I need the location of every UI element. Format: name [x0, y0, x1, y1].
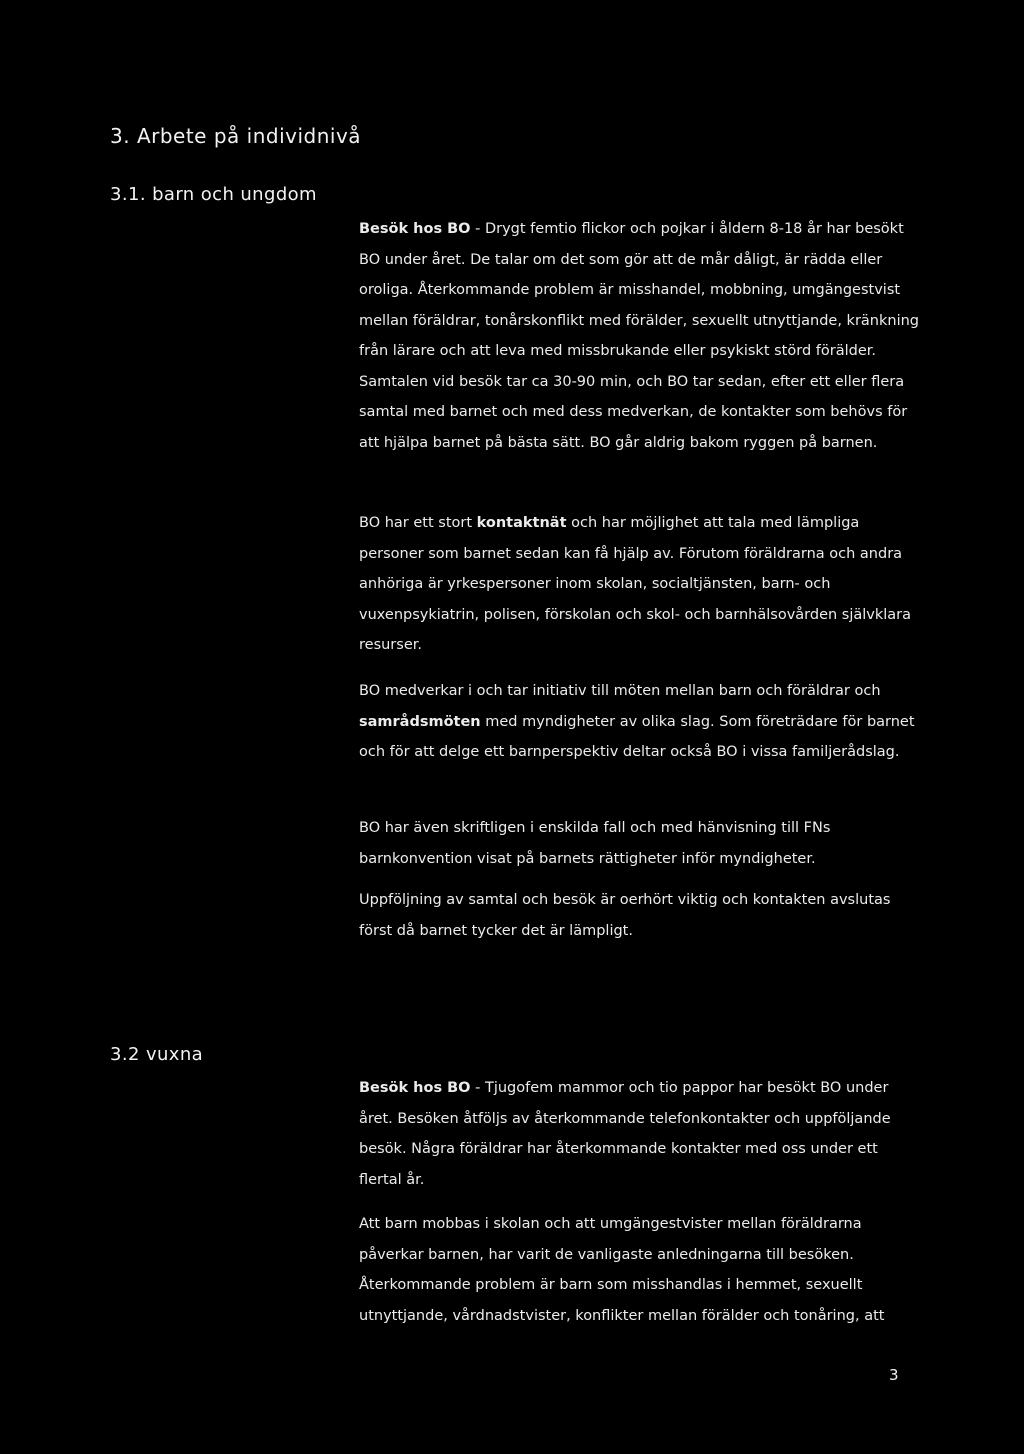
- paragraph-text: - Drygt femtio flickor och pojkar i åldern 8-18 år har besökt BO under året. De talar om det som gör att de mår dåligt, är rädda eller oroliga. Återkommande problem är misshandel, mobbning, umgängestvist mellan föräldrar, tonårskonflikt med förälder, sexuellt utnyttjande, kränkning från lärare och att leva med missbrukande eller psykiskt störd förälder. Samtalen vid besök tar ca 30-90 min, och BO tar sedan, efter ett eller flera samtal med barnet och med dess medverkan, de kontakter som behövs för att hjälpa barnet på bästa sätt. BO går aldrig bakom ryggen på barnen.: [359, 221, 919, 451]
- paragraph-text-before: BO har ett stort: [359, 515, 477, 531]
- subsection-heading-children: 3.1. barn och ungdom: [110, 184, 317, 205]
- paragraph-text-after: och har möjlighet att tala med lämpliga personer som barnet sedan kan få hjälp av. Förutom föräldrarna och andra anhöriga är yrkespersoner inom skolan, socialtjänsten, barn- och vuxenpsykiatrin, polisen, förskolan och skol- och barnhälsovården självklara resurser.: [359, 515, 912, 653]
- paragraph-lead-bold: Besök hos BO: [359, 1080, 471, 1096]
- paragraph-bold-term: samrådsmöten: [359, 713, 481, 730]
- paragraph-bold-term: kontaktnät: [476, 515, 567, 531]
- paragraph-reasons: Att barn mobbas i skolan och att umgängestvister mellan föräldrarna påverkar barnen, har varit de vanligaste anledningarna till besöken. Återkommande problem är barn som misshandlas i hemmet, sexuellt utnyttjande, vårdnadstvister, konflikter mellan förälder och tonåring, att: [359, 1216, 885, 1324]
- section-heading: 3. Arbete på individnivå: [110, 124, 362, 148]
- paragraph-contact-network: [359, 508, 919, 661]
- subsection-heading-adults: 3.2 vuxna: [110, 1044, 204, 1065]
- paragraph-text: - Tjugofem mammor och tio pappor har besökt BO under året. Besöken åtföljs av återkommande telefonkontakter och uppföljande besök. Några föräldrar har återkommande kontakter med oss under ett flertal år.: [359, 1080, 891, 1188]
- paragraph-lead-bold: Besök hos BO: [359, 221, 471, 237]
- paragraph-follow-up: Uppföljning av samtal och besök är oerhört viktig och kontakten avslutas först då barnet tycker det är lämpligt.: [359, 892, 891, 939]
- paragraph-visits-children: [359, 214, 919, 458]
- paragraph-text-before: BO medverkar i och tar initiativ till möten mellan barn och föräldrar och: [359, 683, 881, 699]
- paragraph-visits-adults: [359, 1073, 919, 1195]
- page-number: 3: [889, 1366, 899, 1384]
- paragraph-written-statements: BO har även skriftligen i enskilda fall och med hänvisning till FNs barnkonvention visat på barnets rättigheter inför myndigheter.: [359, 820, 831, 867]
- paragraph-text-after: med myndigheter av olika slag. Som företrädare för barnet och för att delge ett barnperspektiv deltar också BO i vissa familjerådslag.: [359, 713, 915, 760]
- paragraph-meetings: [359, 676, 919, 768]
